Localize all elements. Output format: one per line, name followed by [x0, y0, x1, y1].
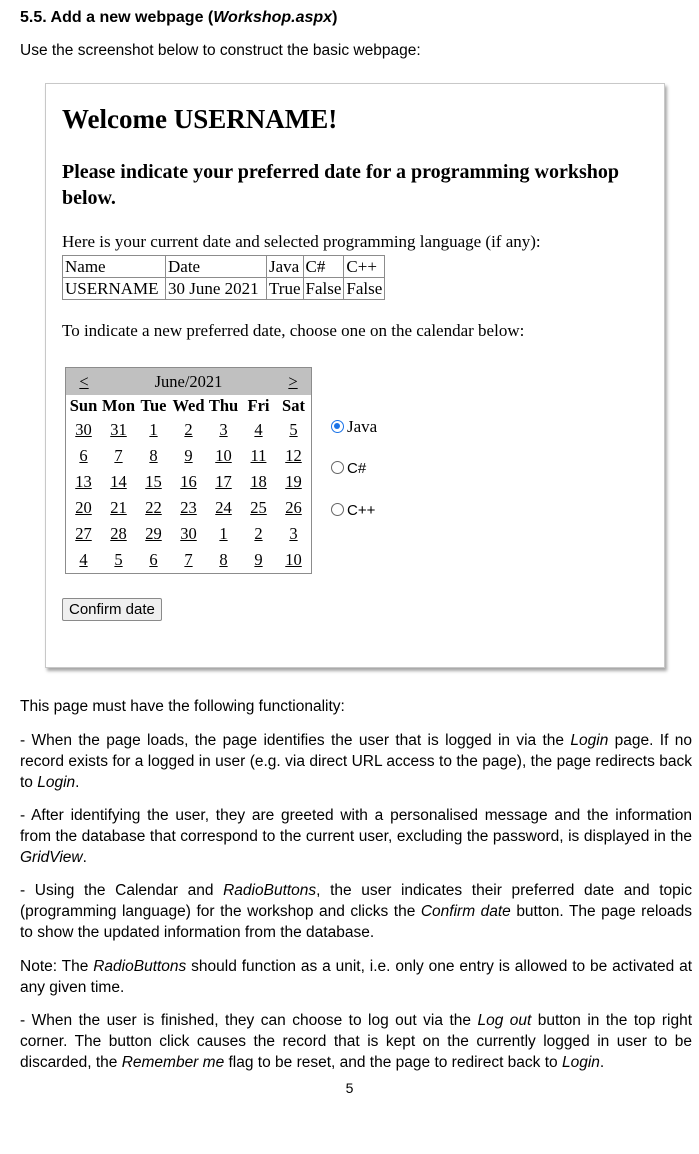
- calendar-day[interactable]: [136, 495, 171, 521]
- calendar-day-link[interactable]: 28: [110, 524, 127, 543]
- calendar-day-link[interactable]: 6: [79, 446, 88, 465]
- grid-cell-cpp: False: [344, 278, 385, 300]
- calendar-day[interactable]: [101, 547, 136, 574]
- calendar-day-link[interactable]: 23: [180, 498, 197, 517]
- calendar-day[interactable]: [66, 417, 102, 443]
- calendar-day[interactable]: [206, 495, 241, 521]
- radio-java[interactable]: [331, 417, 377, 437]
- section-heading: [20, 9, 337, 27]
- calendar-day[interactable]: [276, 417, 312, 443]
- grid-cell-java: True: [267, 278, 304, 300]
- weekday-header: Thu: [208, 396, 239, 415]
- calendar-week-row: [66, 417, 312, 443]
- calendar-day-link[interactable]: 25: [250, 498, 267, 517]
- calendar-day-link[interactable]: 27: [75, 524, 92, 543]
- calendar-week-row: [66, 443, 312, 469]
- calendar-day-link[interactable]: 31: [110, 420, 127, 439]
- weekday-header: Fri: [247, 396, 270, 415]
- weekday-header: Wed: [172, 396, 205, 415]
- radio-java-label: Java: [347, 417, 378, 436]
- confirm-date-button[interactable]: Confirm date: [62, 598, 162, 621]
- calendar-day[interactable]: [206, 417, 241, 443]
- calendar-day[interactable]: [136, 547, 171, 574]
- webpage-screenshot: [45, 83, 665, 668]
- calendar-day[interactable]: [276, 469, 312, 495]
- grid-cell-csharp: False: [303, 278, 344, 300]
- calendar-day-link[interactable]: 1: [149, 420, 158, 439]
- welcome-message: Welcome USERNAME!: [62, 104, 338, 134]
- calendar-day-link[interactable]: 7: [114, 446, 123, 465]
- calendar-day-link[interactable]: 13: [75, 472, 92, 491]
- paragraph-identify-user: - After identifying the user, they are greeted with a personalised message and the information from the database that correspond to the current user, excluding the password, is displayed in the GridView.: [20, 807, 692, 866]
- calendar-day[interactable]: [66, 547, 102, 574]
- calendar-day[interactable]: [206, 469, 241, 495]
- calendar-day[interactable]: [171, 417, 206, 443]
- calendar-days: [66, 417, 312, 574]
- calendar-day[interactable]: [241, 417, 276, 443]
- paragraph-radio-note: Note: The RadioButtons should function as a unit, i.e. only one entry is allowed to be activated at any given time.: [20, 958, 692, 996]
- grid-header-name: Name: [63, 256, 166, 278]
- calendar-day-link[interactable]: 4: [254, 420, 263, 439]
- calendar-day-link[interactable]: 8: [219, 550, 228, 569]
- calendar-day-link[interactable]: 16: [180, 472, 197, 491]
- weekday-header: Tue: [140, 396, 167, 415]
- calendar-day-link[interactable]: 30: [180, 524, 197, 543]
- calendar-title-bar: [66, 368, 312, 396]
- calendar-week-row: [66, 547, 312, 574]
- grid-header-java: Java: [267, 256, 304, 278]
- calendar: [65, 367, 312, 574]
- calendar-day-link[interactable]: 30: [75, 420, 92, 439]
- grid-data-row: [63, 278, 385, 300]
- calendar-day[interactable]: [136, 469, 171, 495]
- calendar-prev-month[interactable]: <: [79, 371, 89, 391]
- calendar-day-link[interactable]: 11: [250, 446, 267, 465]
- calendar-day[interactable]: [206, 521, 241, 547]
- calendar-day[interactable]: [276, 443, 312, 469]
- calendar-day-link[interactable]: 7: [184, 550, 193, 569]
- calendar-day[interactable]: [241, 521, 276, 547]
- calendar-day[interactable]: [66, 443, 102, 469]
- calendar-week-row: [66, 495, 312, 521]
- radio-cpp-label: C++: [347, 502, 376, 519]
- calendar-day[interactable]: [171, 521, 206, 547]
- calendar-week-row: [66, 469, 312, 495]
- calendar-day[interactable]: [136, 443, 171, 469]
- grid-cell-name: USERNAME: [63, 278, 166, 300]
- calendar-day[interactable]: [66, 495, 102, 521]
- calendar-day-link[interactable]: 15: [145, 472, 162, 491]
- calendar-day-link[interactable]: 5: [114, 550, 123, 569]
- radio-csharp[interactable]: [331, 458, 366, 478]
- intro-text: Use the screenshot below to construct the basic webpage:: [20, 42, 421, 59]
- calendar-day[interactable]: [276, 495, 312, 521]
- calendar-day-link[interactable]: 4: [79, 550, 88, 569]
- page-number: 5: [345, 1080, 354, 1096]
- user-gridview: [62, 255, 385, 300]
- calendar-day-link[interactable]: 2: [254, 524, 263, 543]
- calendar-day[interactable]: [241, 547, 276, 574]
- grid-cell-date: 30 June 2021: [166, 278, 267, 300]
- grid-header-row: [63, 256, 385, 278]
- grid-header-date: Date: [166, 256, 267, 278]
- weekday-header: Mon: [102, 396, 135, 415]
- calendar-day-link[interactable]: 12: [285, 446, 302, 465]
- calendar-day[interactable]: [136, 521, 171, 547]
- calendar-day[interactable]: [171, 469, 206, 495]
- calendar-day[interactable]: [171, 495, 206, 521]
- current-info-label: Here is your current date and selected programming language (if any):: [62, 232, 541, 251]
- calendar-day-link[interactable]: 21: [110, 498, 127, 517]
- workshop-subheading: Please indicate your preferred date for a programming workshop below.: [62, 161, 619, 209]
- calendar-day[interactable]: [206, 547, 241, 574]
- weekday-header: Sat: [282, 396, 305, 415]
- calendar-day-link[interactable]: 3: [289, 524, 298, 543]
- calendar-day[interactable]: [241, 469, 276, 495]
- calendar-day-link[interactable]: 19: [285, 472, 302, 491]
- calendar-day-link[interactable]: 10: [285, 550, 302, 569]
- calendar-day-link[interactable]: 3: [219, 420, 228, 439]
- calendar-day[interactable]: [101, 469, 136, 495]
- calendar-instruction: To indicate a new preferred date, choose one on the calendar below:: [62, 321, 525, 340]
- section-title-close: ): [332, 9, 338, 26]
- calendar-day-link[interactable]: 9: [184, 446, 193, 465]
- calendar-day[interactable]: [171, 547, 206, 574]
- calendar-day[interactable]: [241, 443, 276, 469]
- paragraph-log-out: - When the user is finished, they can choose to log out via the Log out button in the top right corner. The button click causes the record that is kept on the currently logged in user to be discarded, the Remember me flag to be reset, and the page to redirect back to Login.: [20, 1012, 693, 1071]
- calendar-day[interactable]: [101, 521, 136, 547]
- calendar-week-row: [66, 521, 312, 547]
- functionality-intro: This page must have the following functionality:: [20, 698, 345, 715]
- radio-csharp-label: C#: [347, 460, 367, 477]
- calendar-day-link[interactable]: 10: [215, 446, 232, 465]
- calendar-month-label: June/2021: [154, 371, 223, 391]
- calendar-day-link[interactable]: 2: [184, 420, 193, 439]
- calendar-day[interactable]: [136, 417, 171, 443]
- weekday-header: Sun: [69, 396, 98, 415]
- calendar-day-link[interactable]: 22: [145, 498, 162, 517]
- calendar-day-link[interactable]: 26: [285, 498, 302, 517]
- calendar-day-link[interactable]: 14: [110, 472, 127, 491]
- calendar-day[interactable]: [101, 495, 136, 521]
- calendar-day[interactable]: [101, 417, 136, 443]
- calendar-day-link[interactable]: 29: [145, 524, 162, 543]
- calendar-day-link[interactable]: 24: [215, 498, 232, 517]
- paragraph-calendar-radios: - Using the Calendar and RadioButtons, the user indicates their preferred date and topic (programming language) for the workshop and clicks the Confirm date button. The page reloads to show the updated information from the database.: [20, 882, 693, 941]
- calendar-day-link[interactable]: 5: [289, 420, 298, 439]
- radio-selected-icon[interactable]: [331, 420, 344, 433]
- calendar-next-month[interactable]: >: [288, 371, 298, 391]
- radio-unselected-icon[interactable]: [331, 503, 344, 516]
- calendar-day[interactable]: [206, 443, 241, 469]
- calendar-day-link[interactable]: 8: [149, 446, 158, 465]
- calendar-day[interactable]: [101, 443, 136, 469]
- radio-cpp[interactable]: [331, 500, 375, 520]
- section-title: Add a new webpage (: [50, 9, 214, 26]
- calendar-day[interactable]: [171, 443, 206, 469]
- radio-unselected-icon[interactable]: [331, 461, 344, 474]
- section-number: 5.5.: [20, 9, 47, 26]
- calendar-day-link[interactable]: 20: [75, 498, 92, 517]
- calendar-day[interactable]: [276, 547, 312, 574]
- calendar-day-link[interactable]: 17: [215, 472, 232, 491]
- calendar-day[interactable]: [241, 495, 276, 521]
- grid-header-cpp: C++: [344, 256, 385, 278]
- calendar-day[interactable]: [66, 521, 102, 547]
- paragraph-page-load: - When the page loads, the page identifies the user that is logged in via the Login page. If no record exists for a logged in user (e.g. via direct URL access to the page), the page redirects back to Login.: [20, 732, 693, 791]
- calendar-day-link[interactable]: 6: [149, 550, 158, 569]
- calendar-day[interactable]: [276, 521, 312, 547]
- grid-header-csharp: C#: [303, 256, 344, 278]
- calendar-day[interactable]: [66, 469, 102, 495]
- calendar-day-link[interactable]: 9: [254, 550, 263, 569]
- calendar-day-link[interactable]: 18: [250, 472, 267, 491]
- section-page-name: Workshop.aspx: [213, 9, 333, 26]
- calendar-weekday-row: [66, 395, 312, 417]
- calendar-day-link[interactable]: 1: [219, 524, 228, 543]
